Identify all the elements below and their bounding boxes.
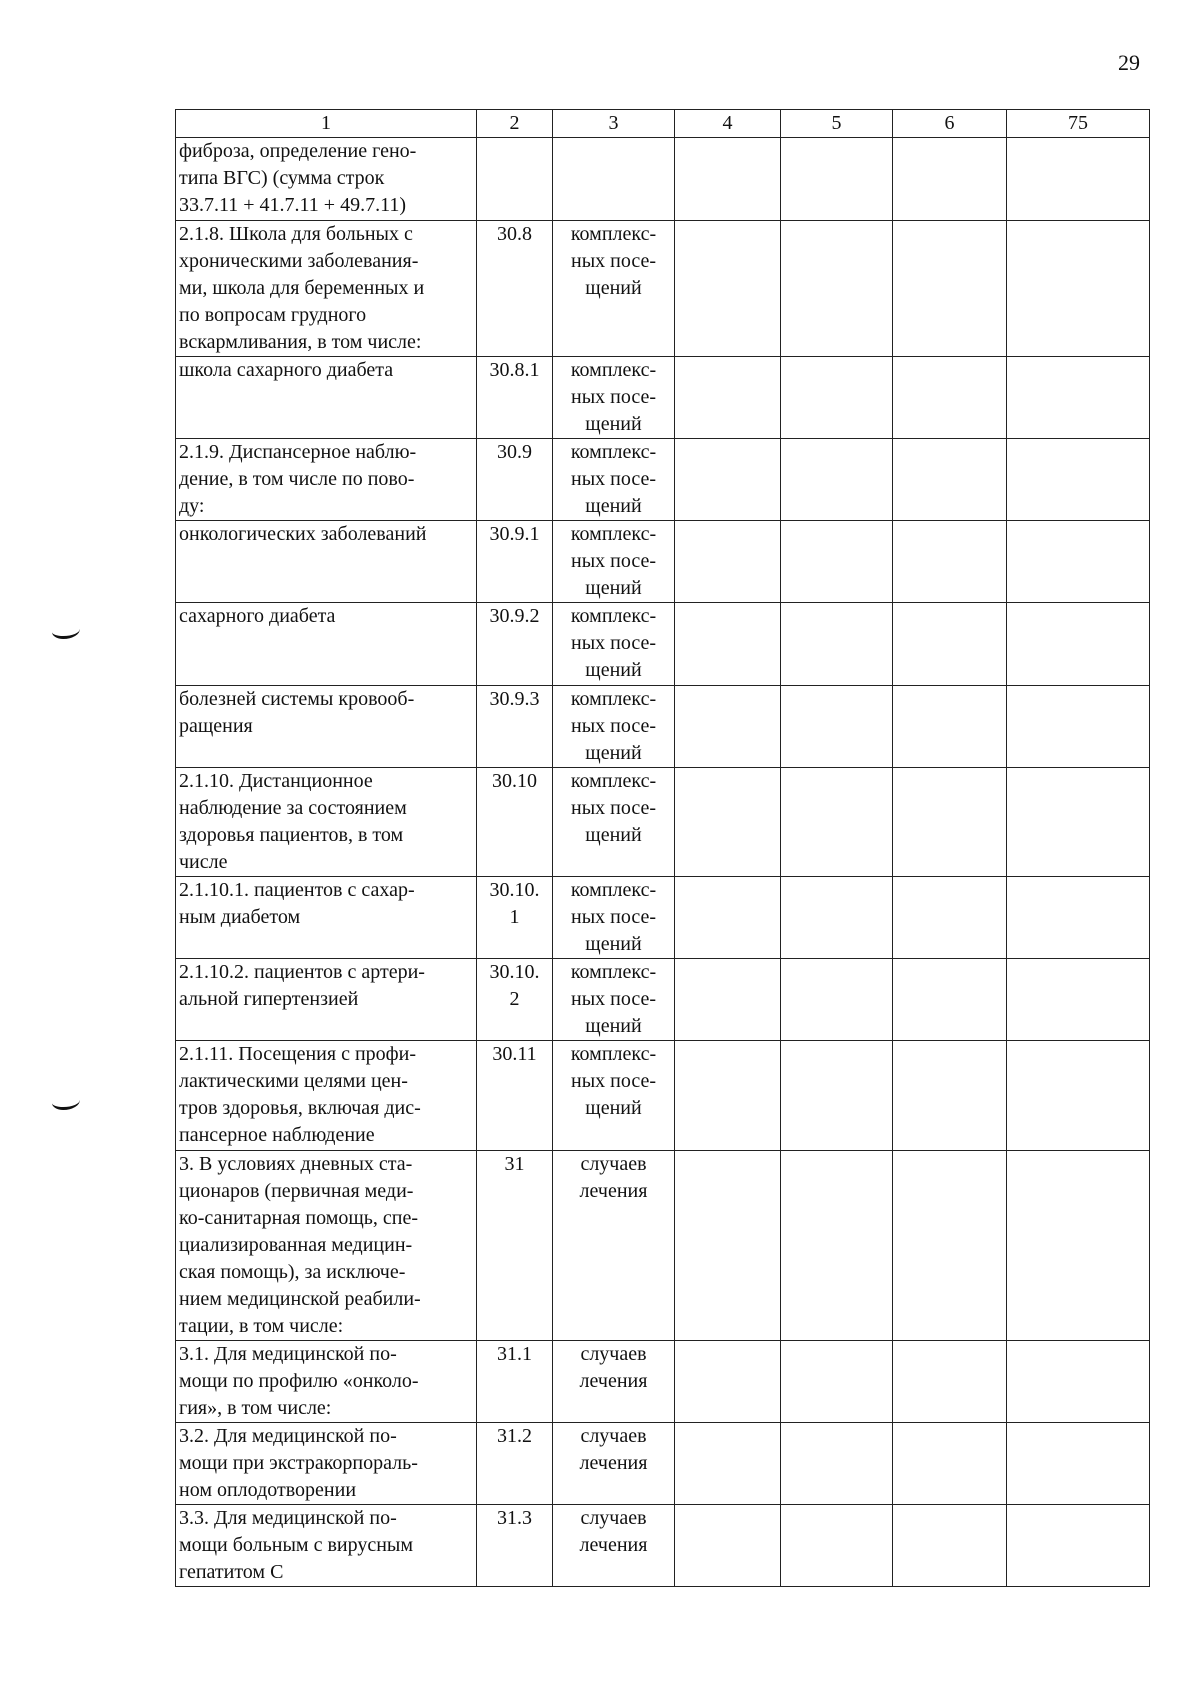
column-header-4: 4: [675, 110, 781, 138]
row-unit-cell: комплекс- ных посе- щений: [553, 768, 675, 877]
column-header-7: 75: [1007, 110, 1150, 138]
row-code-cell: 31.3: [477, 1505, 553, 1587]
empty-value-cell-col-4: [675, 603, 781, 686]
empty-value-cell-col-6: [893, 877, 1007, 959]
empty-value-cell-col-4: [675, 1505, 781, 1587]
row-name-cell: болезней системы кровооб- ращения: [176, 686, 477, 768]
empty-value-cell-col-5: [781, 138, 893, 221]
row-code-cell: 30.10. 1: [477, 877, 553, 959]
empty-value-cell-col-7: [1007, 959, 1150, 1041]
empty-value-cell-col-5: [781, 686, 893, 768]
scan-artifact-mark: [52, 1093, 80, 1110]
scan-artifact-mark: [52, 622, 80, 639]
empty-value-cell-col-5: [781, 1151, 893, 1341]
empty-value-cell-col-6: [893, 1151, 1007, 1341]
empty-value-cell-col-6: [893, 686, 1007, 768]
empty-value-cell-col-5: [781, 1041, 893, 1151]
empty-value-cell-col-7: [1007, 138, 1150, 221]
row-unit-cell: комплекс- ных посе- щений: [553, 603, 675, 686]
empty-value-cell-col-7: [1007, 603, 1150, 686]
row-name-cell: фиброза, определение гено- типа ВГС) (сумма строк 33.7.11 + 41.7.11 + 49.7.11): [176, 138, 477, 221]
table-row: [176, 1041, 1150, 1151]
empty-value-cell-col-7: [1007, 877, 1150, 959]
empty-value-cell-col-6: [893, 138, 1007, 221]
table-body: [176, 138, 1150, 1587]
table-row: [176, 686, 1150, 768]
row-name-cell: 2.1.10. Дистанционное наблюдение за состоянием здоровья пациентов, в том числе: [176, 768, 477, 877]
empty-value-cell-col-6: [893, 357, 1007, 439]
table-row: [176, 877, 1150, 959]
row-code-cell: 30.9: [477, 439, 553, 521]
empty-value-cell-col-7: [1007, 768, 1150, 877]
empty-value-cell-col-5: [781, 768, 893, 877]
row-name-cell: 2.1.10.1. пациентов с сахар- ным диабетом: [176, 877, 477, 959]
row-name-cell: онкологических заболеваний: [176, 521, 477, 603]
empty-value-cell-col-6: [893, 1341, 1007, 1423]
table-row: [176, 1505, 1150, 1587]
row-code-cell: 30.9.1: [477, 521, 553, 603]
empty-value-cell-col-4: [675, 768, 781, 877]
empty-value-cell-col-6: [893, 603, 1007, 686]
row-unit-cell: комплекс- ных посе- щений: [553, 357, 675, 439]
row-name-cell: школа сахарного диабета: [176, 357, 477, 439]
row-code-cell: [477, 138, 553, 221]
row-code-cell: 30.10. 2: [477, 959, 553, 1041]
row-name-cell: 2.1.11. Посещения с профи- лактическими целями цен- тров здоровья, включая дис- пансерное наблюдение: [176, 1041, 477, 1151]
row-unit-cell: случаев лечения: [553, 1505, 675, 1587]
empty-value-cell-col-4: [675, 1341, 781, 1423]
empty-value-cell-col-4: [675, 877, 781, 959]
empty-value-cell-col-4: [675, 1151, 781, 1341]
empty-value-cell-col-5: [781, 221, 893, 357]
empty-value-cell-col-6: [893, 221, 1007, 357]
table-row: [176, 357, 1150, 439]
row-unit-cell: комплекс- ных посе- щений: [553, 439, 675, 521]
row-name-cell: 2.1.8. Школа для больных с хроническими заболевания- ми, школа для беременных и по вопросам грудного вскармливания, в том числе:: [176, 221, 477, 357]
empty-value-cell-col-5: [781, 357, 893, 439]
row-unit-cell: случаев лечения: [553, 1341, 675, 1423]
table-row: [176, 1423, 1150, 1505]
table-header-row: [176, 110, 1150, 138]
row-name-cell: 3.3. Для медицинской по- мощи больным с вирусным гепатитом С: [176, 1505, 477, 1587]
empty-value-cell-col-7: [1007, 1341, 1150, 1423]
row-name-cell: 3.1. Для медицинской по- мощи по профилю «онколо- гия», в том числе:: [176, 1341, 477, 1423]
row-code-cell: 31.2: [477, 1423, 553, 1505]
table-row: [176, 768, 1150, 877]
empty-value-cell-col-4: [675, 357, 781, 439]
empty-value-cell-col-4: [675, 1041, 781, 1151]
empty-value-cell-col-7: [1007, 1423, 1150, 1505]
empty-value-cell-col-5: [781, 877, 893, 959]
empty-value-cell-col-5: [781, 603, 893, 686]
empty-value-cell-col-6: [893, 521, 1007, 603]
row-code-cell: 30.9.3: [477, 686, 553, 768]
table-row: [176, 521, 1150, 603]
empty-value-cell-col-6: [893, 1423, 1007, 1505]
empty-value-cell-col-7: [1007, 521, 1150, 603]
row-name-cell: 3.2. Для медицинской по- мощи при экстракорпораль- ном оплодотворении: [176, 1423, 477, 1505]
empty-value-cell-col-5: [781, 521, 893, 603]
empty-value-cell-col-5: [781, 1505, 893, 1587]
row-name-cell: 2.1.9. Диспансерное наблю- дение, в том числе по пово- ду:: [176, 439, 477, 521]
row-unit-cell: комплекс- ных посе- щений: [553, 686, 675, 768]
empty-value-cell-col-6: [893, 959, 1007, 1041]
column-header-5: 5: [781, 110, 893, 138]
table-row: [176, 603, 1150, 686]
table-row: [176, 138, 1150, 221]
empty-value-cell-col-5: [781, 959, 893, 1041]
row-name-cell: 2.1.10.2. пациентов с артери- альной гипертензией: [176, 959, 477, 1041]
empty-value-cell-col-4: [675, 686, 781, 768]
empty-value-cell-col-7: [1007, 221, 1150, 357]
statistics-table: [175, 109, 1150, 1587]
empty-value-cell-col-7: [1007, 686, 1150, 768]
row-code-cell: 30.11: [477, 1041, 553, 1151]
empty-value-cell-col-4: [675, 1423, 781, 1505]
row-code-cell: 30.10: [477, 768, 553, 877]
row-unit-cell: комплекс- ных посе- щений: [553, 521, 675, 603]
table-row: [176, 1341, 1150, 1423]
row-code-cell: 30.8: [477, 221, 553, 357]
table-row: [176, 1151, 1150, 1341]
empty-value-cell-col-5: [781, 1341, 893, 1423]
empty-value-cell-col-5: [781, 439, 893, 521]
page-number: 29: [1118, 50, 1140, 75]
column-header-1: 1: [176, 110, 477, 138]
empty-value-cell-col-7: [1007, 439, 1150, 521]
table-row: [176, 959, 1150, 1041]
table-row: [176, 221, 1150, 357]
empty-value-cell-col-6: [893, 1505, 1007, 1587]
row-code-cell: 31: [477, 1151, 553, 1341]
empty-value-cell-col-7: [1007, 357, 1150, 439]
column-header-3: 3: [553, 110, 675, 138]
row-code-cell: 31.1: [477, 1341, 553, 1423]
row-unit-cell: комплекс- ных посе- щений: [553, 221, 675, 357]
empty-value-cell-col-4: [675, 439, 781, 521]
empty-value-cell-col-4: [675, 221, 781, 357]
empty-value-cell-col-5: [781, 1423, 893, 1505]
row-code-cell: 30.8.1: [477, 357, 553, 439]
row-unit-cell: случаев лечения: [553, 1151, 675, 1341]
row-unit-cell: комплекс- ных посе- щений: [553, 1041, 675, 1151]
column-header-6: 6: [893, 110, 1007, 138]
empty-value-cell-col-6: [893, 768, 1007, 877]
row-unit-cell: [553, 138, 675, 221]
empty-value-cell-col-6: [893, 439, 1007, 521]
table-row: [176, 439, 1150, 521]
row-name-cell: сахарного диабета: [176, 603, 477, 686]
column-header-2: 2: [477, 110, 553, 138]
empty-value-cell-col-4: [675, 138, 781, 221]
row-unit-cell: комплекс- ных посе- щений: [553, 877, 675, 959]
row-unit-cell: случаев лечения: [553, 1423, 675, 1505]
empty-value-cell-col-4: [675, 959, 781, 1041]
row-name-cell: 3. В условиях дневных ста- ционаров (первичная меди- ко-санитарная помощь, спе- циализированная медицин- ская помощь), за исключе- нием медицинской реабили- тации, в том числе:: [176, 1151, 477, 1341]
empty-value-cell-col-4: [675, 521, 781, 603]
row-code-cell: 30.9.2: [477, 603, 553, 686]
empty-value-cell-col-6: [893, 1041, 1007, 1151]
empty-value-cell-col-7: [1007, 1151, 1150, 1341]
row-unit-cell: комплекс- ных посе- щений: [553, 959, 675, 1041]
empty-value-cell-col-7: [1007, 1505, 1150, 1587]
empty-value-cell-col-7: [1007, 1041, 1150, 1151]
